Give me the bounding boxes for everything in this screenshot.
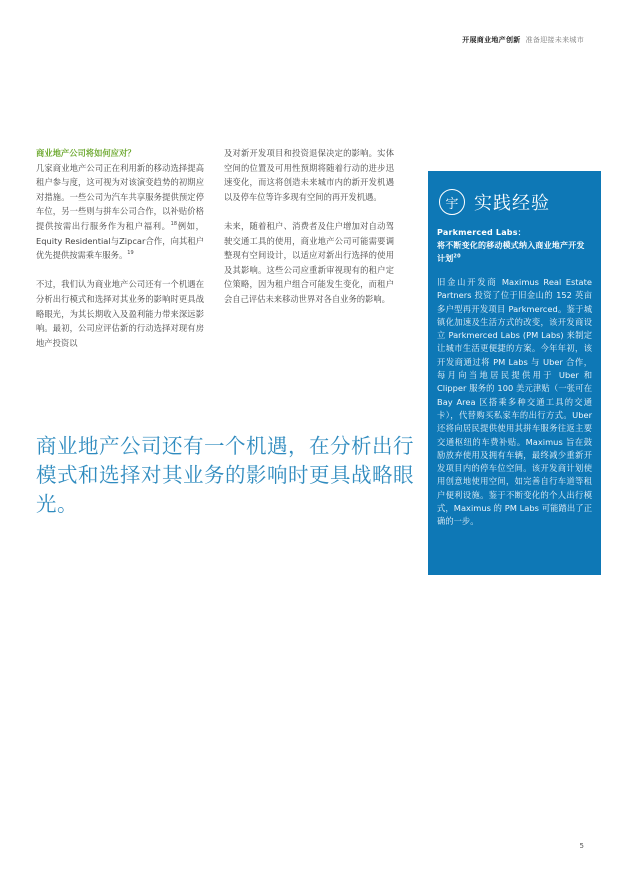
footnote-ref: 20	[453, 253, 461, 260]
footnote-ref: 19	[127, 250, 134, 257]
sidebar-body: 旧金山开发商 Maximus Real Estate Partners 投资了位于旧金山的 152 英亩多户型再开发项目 Parkmerced。鉴于城镇化加速及生活方式的改变，该开发商设立 Parkmerced Labs (PM Labs) 来制定让城市生活更便捷的方案。今年年初，该开发商通过将 PM Labs 与 Uber 合作，每月向当地居民提供用于 Uber 和 Clipper 服务的 100 美元津贴（一张可在 Bay Area 区搭乘多种交通工具的交通卡），代替购买私家车的出行方式。Uber 还将向居民提供使用其拼车服务往返主要交通枢纽的车费补贴。Maximus 旨在鼓励放弃使用及拥有车辆，最终减少重新开发项目内的停车位空间。该开发商计划使用创意地使用空间，如完善自行车道等租户便利设施。鉴于不断变化的个人出行模式，Maximus 的 PM Labs 可能踏出了正确的一步。	[437, 277, 592, 527]
paragraph-text: 例如，Equity Residential与Zipcar合作，向其租户优先提供按需乘车服务。	[36, 220, 204, 261]
practice-icon: 宇	[439, 189, 465, 215]
section-heading: 商业地产公司将如何应对？	[36, 148, 136, 158]
sidebar-subtitle-line: Parkmerced Labs：	[437, 228, 526, 237]
paragraph-text: 几家商业地产公司正在利用新的移动选择提高租户参与度，这可视为对该演变趋势的初期应对措施。一些公司为汽车共享服务提供预定停车位，另一些则与拼车公司合作，以补贴价格提供按需出行服务作为租户福利。	[36, 162, 204, 231]
paragraph: 不过，我们认为商业地产公司还有一个机遇在分析出行模式和选择对其业务的影响时更具战略眼光，为其长期收入及盈利能力带来深远影响。最初，公司应评估新的行动选择对现有房地产投资以	[36, 279, 204, 348]
sidebar-title: 实践经验	[474, 193, 550, 214]
page-number: 5	[579, 842, 584, 850]
paragraph: 及对新开发项目和投资退保决定的影响。实体空间的位置及可用性预期将随着行动的进步迅速变化，而这将创造未来城市内的新开发机遇以及停车位等许多现有空间的再开发机遇。	[224, 148, 394, 202]
pull-quote: 商业地产公司还有一个机遇，在分析出行模式和选择对其业务的影响时更具战略眼光。	[36, 434, 414, 516]
case-study-sidebar	[428, 171, 601, 575]
running-header	[462, 35, 584, 45]
paragraph	[36, 161, 204, 263]
header-section-title: 开展商业地产创新	[462, 36, 521, 44]
footnote-ref: 18	[170, 221, 178, 228]
header-subtitle: 准备迎接未来城市	[525, 36, 584, 44]
text-column-1	[36, 146, 204, 365]
text-column-2	[224, 146, 394, 321]
sidebar-header	[437, 182, 592, 222]
sidebar-subtitle	[437, 226, 592, 265]
sidebar-subtitle-line: 将不断变化的移动模式纳入商业地产开发计划$^{20}$	[437, 241, 585, 263]
paragraph: 未来，随着租户、消费者及住户增加对自动驾驶交通工具的使用，商业地产公司可能需要调整现有空间设计，以适应对新出行选择的使用及其影响。这些公司应重新审视现有的租户定位策略，因为租户组合可能发生变化，而租户会自己评估未来移动世界对各自业务的影响。	[224, 220, 394, 304]
